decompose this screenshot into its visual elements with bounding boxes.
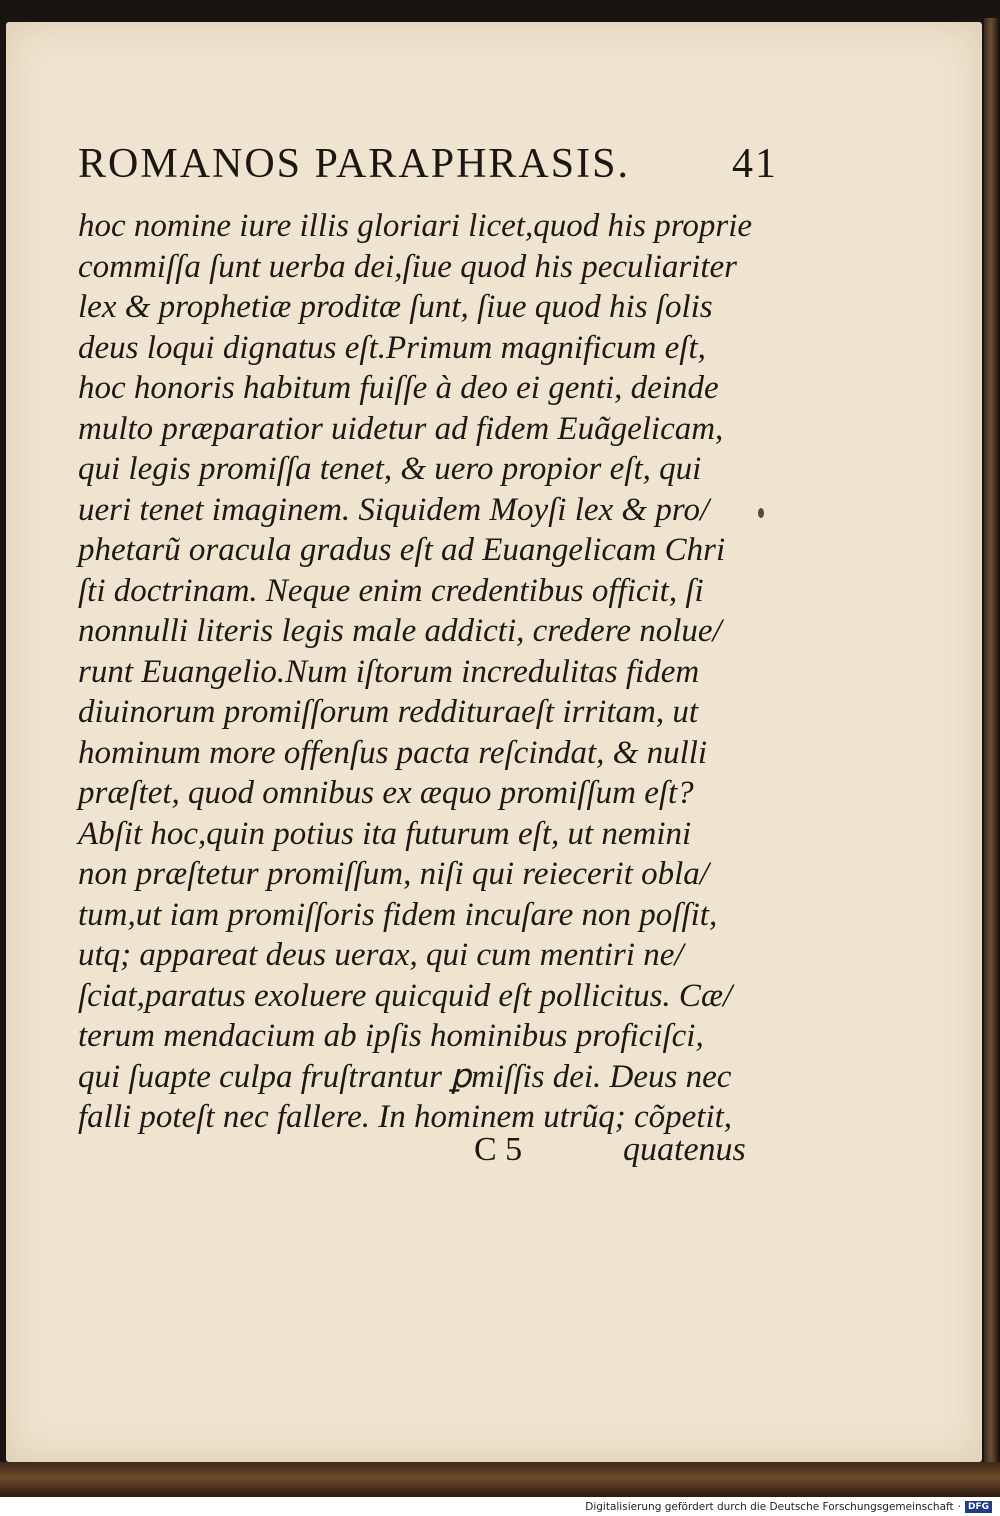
text-line: multo præparatior uidetur ad fidem Euãgelicam, xyxy=(78,410,724,447)
catchword: quatenus xyxy=(623,1131,746,1168)
text-line: utq; appareat deus uerax, qui cum mentiri ne/ xyxy=(78,937,684,973)
text-line: præſtet, quod omnibus ex æquo promiſſum eſt? xyxy=(78,775,694,811)
signature-mark: C 5 xyxy=(474,1131,523,1168)
text-line: diuinorum promiſſorum reddituraeſt irritam, ut xyxy=(78,694,699,730)
text-line: phetarũ oracula gradus eſt ad Euangelicam Chri xyxy=(78,532,726,568)
text-line: nonnulli literis legis male addicti, credere nolue/ xyxy=(78,613,722,649)
text-line: Abſit hoc,quin potius ita futurum eſt, ut nemini xyxy=(78,815,692,852)
text-line: non præſtetur promiſſum, niſi qui reiecerit obla/ xyxy=(78,856,709,892)
signature-line xyxy=(78,1130,758,1170)
text-line: falli poteſt nec fallere. In hominem utrũq; cõpetit, xyxy=(78,1099,733,1135)
separator-dot: · xyxy=(957,1501,961,1513)
text-line: commiſſa ſunt uerba dei,ſiue quod his peculiariter xyxy=(78,248,738,285)
dfg-logo: DFG xyxy=(965,1501,992,1513)
text-line: hoc honoris habitum fuiſſe à deo ei genti, deinde xyxy=(78,370,719,406)
book-bottom-edge xyxy=(0,1462,1000,1497)
page-number: 41 xyxy=(732,141,778,187)
funding-credit-text: Digitalisierung gefördert durch die Deutsche Forschungsgemeinschaft xyxy=(585,1501,954,1513)
text-line: lex & prophetiæ proditæ ſunt, ſiue quod his ſolis xyxy=(78,289,713,325)
text-line: ueri tenet imaginem. Siquidem Moyſi lex & pro/ xyxy=(78,491,710,528)
text-line: deus loqui dignatus eſt.Primum magnificum eſt, xyxy=(78,329,706,366)
text-line: hominum more offenſus pacta reſcindat, & nulli xyxy=(78,734,708,771)
paper-speck xyxy=(758,508,764,518)
footer-credit xyxy=(585,1500,992,1514)
book-page-edge xyxy=(984,18,998,1468)
text-line: qui legis promiſſa tenet, & uero propior eſt, qui xyxy=(78,451,702,487)
text-line: ſti doctrinam. Neque enim credentibus officit, ſi xyxy=(78,572,704,609)
page-header xyxy=(78,140,778,192)
text-line: runt Euangelio.Num iſtorum incredulitas fidem xyxy=(78,653,700,690)
text-line: ſciat,paratus exoluere quicquid eſt pollicitus. Cæ/ xyxy=(78,977,733,1014)
text-line: qui ſuapte culpa fruſtrantur ꝑmiſſis dei. Deus nec xyxy=(78,1058,732,1095)
running-head: ROMANOS PARAPHRASIS. xyxy=(78,141,630,187)
body-text xyxy=(78,206,778,1138)
text-line: terum mendacium ab ipſis hominibus proficiſci, xyxy=(78,1018,704,1054)
text-line: tum,ut iam promiſſoris fidem incuſare non poſſit, xyxy=(78,896,718,933)
text-line: hoc nomine iure illis gloriari licet,quod his proprie xyxy=(78,208,753,244)
